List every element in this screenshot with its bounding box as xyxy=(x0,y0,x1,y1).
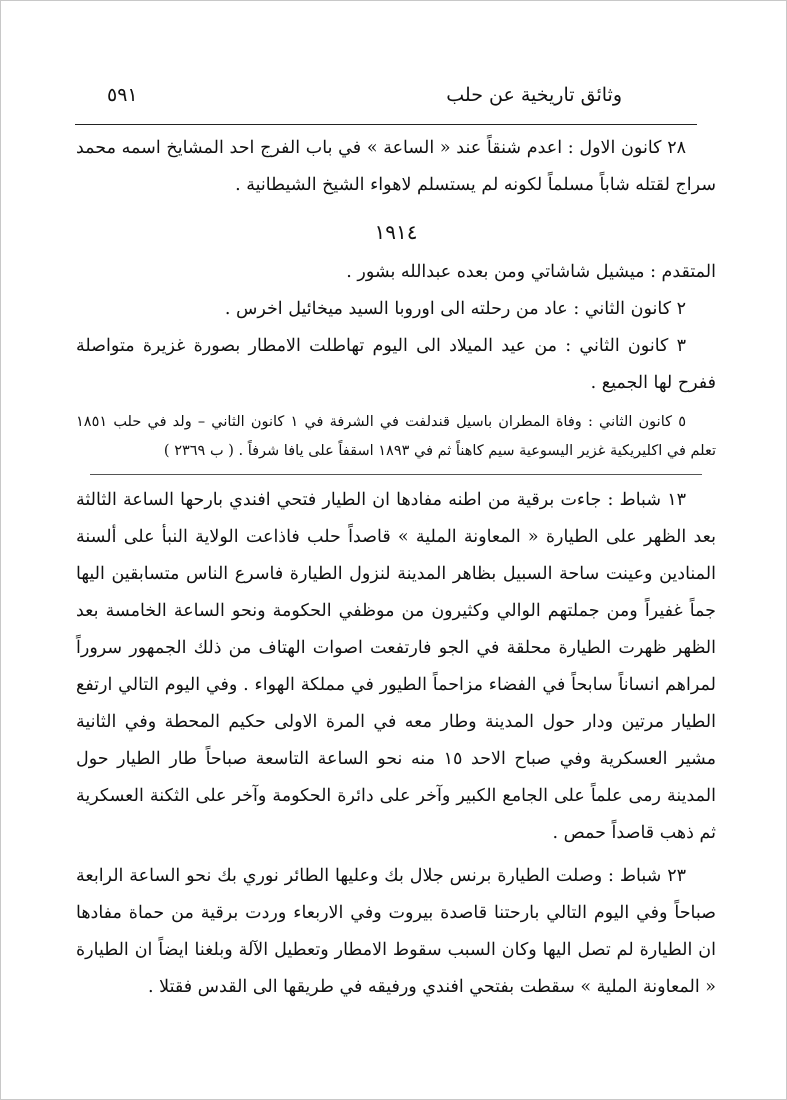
year-heading: ١٩١٤ xyxy=(374,220,418,244)
entry-paragraph: ١٣ شباط : جاءت برقية من اطنه مفادها ان الطيار فتحي افندي بارحها الساعة الثالثة بعد الظهر على الطيارة « المعاونة الملية » قاصداً حلب فاذاعت الولاية النبأ على ألسنة المنادين وعينت ساحة السبيل بظاهر المدينة لنزول الطيارة فاسرع الناس متسابقين اليها جماً غفيراً ومن جملتهم الوالي وكثيرون من موظفي الحكومة ونحو الساعة الخامسة بعد الظهر ظهرت الطيارة محلقة في الجو فارتفعت اصوات الهتاف من ذلك الجمهور سروراً لمراهم انساناً سابحاً في الفضاء مزاحماً الطيور في مملكة الهواء . وفي اليوم التالي ارتفع الطيار مرتين ودار حول المدينة وطار معه في المرة الاولى حكيم المحطة وفي الثانية مشير العسكرية وفي صباح الاحد ١٥ منه نحو الساعة التاسعة صباحاً طار الطيار حول المدينة رمى علماً على الجامع الكبير وآخر على دائرة الحكومة وآخر على الثكنة العسكرية ثم ذهب قاصداً حمص . xyxy=(76,490,716,843)
running-title: وثائق تاريخية عن حلب xyxy=(446,84,622,106)
header-rule xyxy=(75,124,697,125)
page-header xyxy=(105,80,682,120)
entry-paragraph: المتقدم : ميشيل شاشاتي ومن بعده عبدالله بشور . xyxy=(346,262,716,282)
section-divider xyxy=(90,474,702,476)
page-number: ٥٩١ xyxy=(107,84,138,106)
entry-paragraph: ٢٣ شباط : وصلت الطيارة برنس جلال بك وعليها الطائر نوري بك نحو الساعة الرابعة صباحاً وفي اليوم التالي بارحتنا قاصدة بيروت وفي الاربعاء وردت برقية من حماة مفادها ان الطيارة لم تصل اليها وكان السبب سقوط الامطار وتعطيل الآلة وبلغنا ايضاً ان الطيارة « المعاونة الملية » سقطت بفتحي افندي ورفيقه في طريقها الى القدس فقتلا . xyxy=(76,866,716,997)
entry-paragraph: ٢٨ كانون الاول : اعدم شنقاً عند « الساعة » في باب الفرج احد المشايخ اسمه محمد سراج لقتله شاباً مسلماً لكونه لم يستسلم لاهواء الشيخ الشيطانية . xyxy=(76,138,716,195)
entry-paragraph: ٣ كانون الثاني : من عيد الميلاد الى اليوم تهاطلت الامطار بصورة غزيرة متواصلة ففرح لها الجميع . xyxy=(76,336,716,393)
entry-note: ٥ كانون الثاني : وفاة المطران باسيل قندلفت في الشرفة في ١ كانون الثاني – ولد في حلب ١٨٥١ تعلم في اكليريكية غزير اليسوعية سيم كاهناً ثم في ١٨٩٣ اسقفاً على يافا شرفاً . ( ب ٢٣٦٩ ) xyxy=(76,414,716,459)
page-body xyxy=(76,130,716,1006)
entry-paragraph: ٢ كانون الثاني : عاد من رحلته الى اوروبا السيد ميخائيل اخرس . xyxy=(224,299,686,319)
